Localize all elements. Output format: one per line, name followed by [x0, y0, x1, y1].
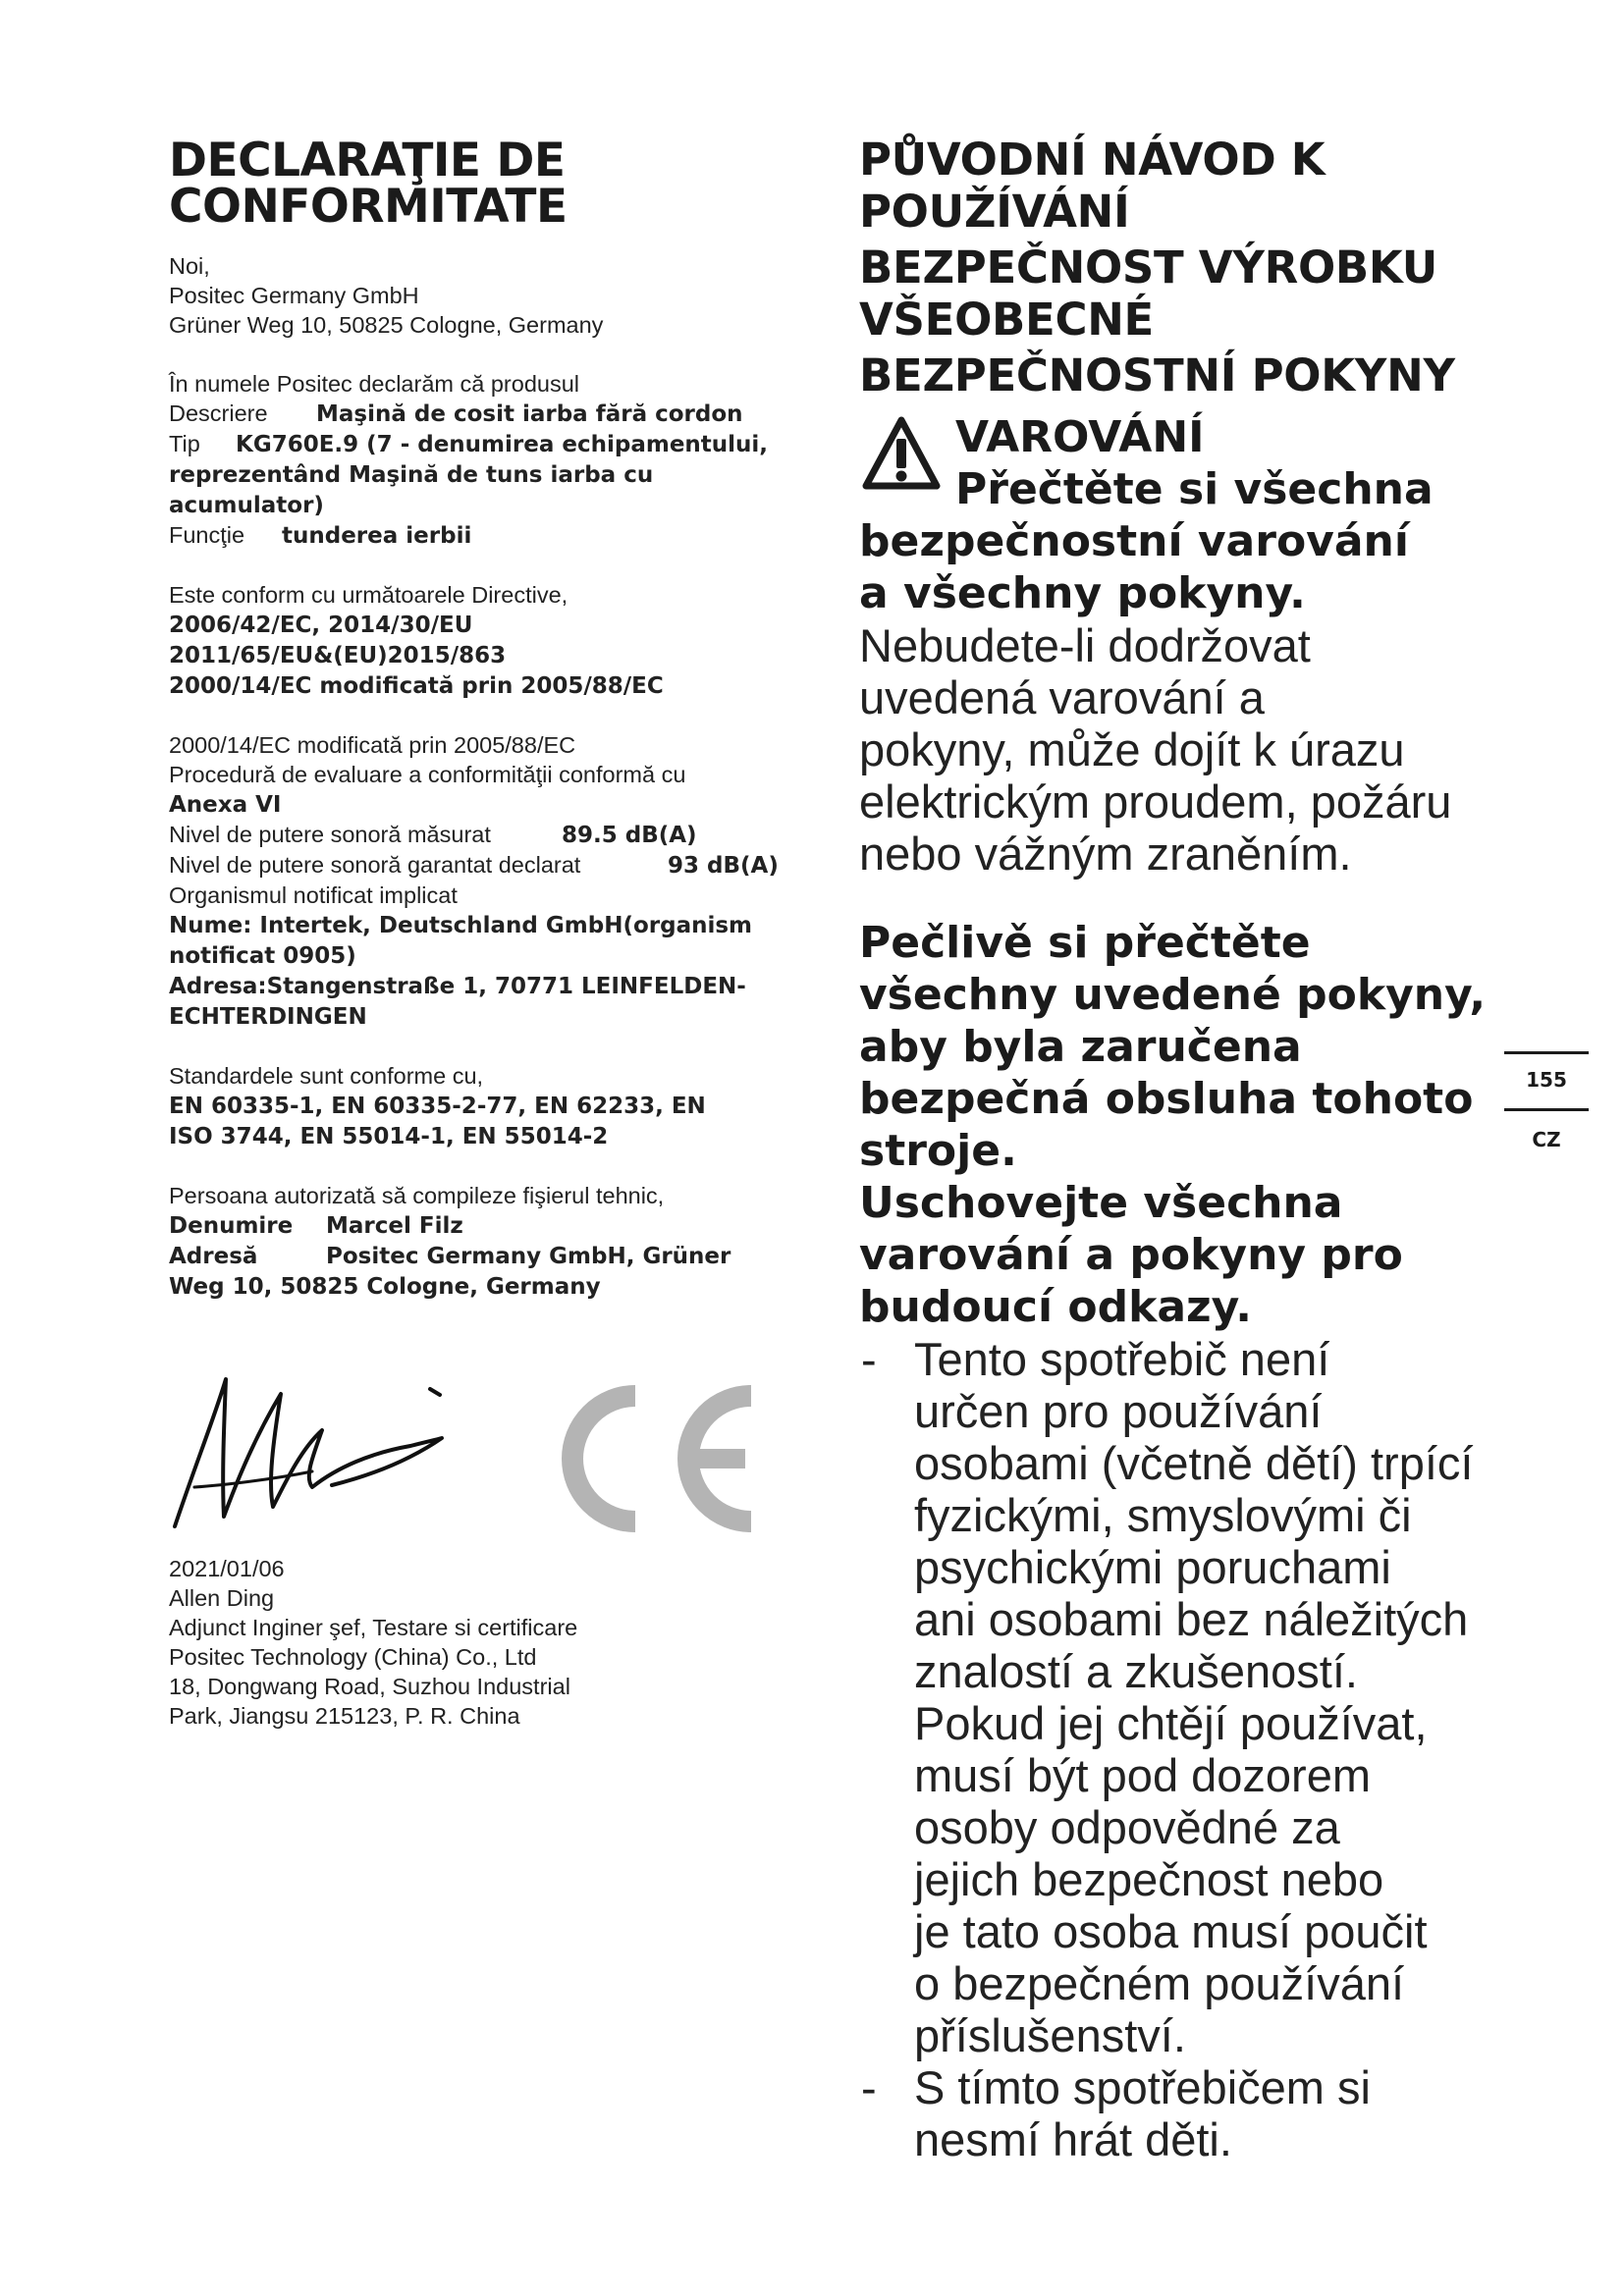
- bullet-line: musí být pod dozorem: [914, 1749, 1371, 1801]
- warning-triangle-icon: [861, 415, 942, 492]
- product-type: [169, 429, 817, 459]
- signoff-block: [169, 1554, 817, 1731]
- tab-rule-top: [1504, 1051, 1589, 1054]
- type-value-cont: acumulator): [169, 493, 324, 518]
- notified-body: Organismul notificat implicat: [169, 882, 458, 908]
- keep-line: bezpečná obsluha tohoto: [859, 1074, 1474, 1124]
- declaration-title-line: DECLARAŢIE DE: [169, 133, 566, 187]
- desc-label: Descriere: [169, 400, 268, 426]
- product-description: [169, 399, 817, 429]
- product-type-cont: [169, 459, 817, 490]
- intro-line: Noi,: [169, 253, 210, 279]
- file-name-label: Denumire: [169, 1213, 294, 1239]
- declaration-title: [169, 133, 817, 234]
- file-address-value: Positec Germany GmbH, Grüner: [326, 1244, 731, 1269]
- standards-line: [169, 1121, 817, 1151]
- bullet-item: [859, 2061, 1527, 2165]
- keep-line: stroje.: [859, 1126, 1017, 1176]
- signoff-role: Adjunct Inginer şef, Testare si certificare: [169, 1615, 578, 1640]
- bullet-line: S tímto spotřebičem si: [914, 2061, 1371, 2113]
- product-lead: În numele Positec declarăm că produsul: [169, 371, 579, 397]
- product-function: [169, 520, 817, 551]
- standards-text: EN 60335-1, EN 60335-2-77, EN 62233, EN: [169, 1094, 706, 1119]
- heading-line: BEZPEČNOSTNÍ POKYNY: [859, 349, 1455, 401]
- annex: Anexa VI: [169, 792, 282, 818]
- type-value: KG760E.9 (7 - denumirea echipamentului,: [236, 432, 769, 457]
- warning-bold-line: a všechny pokyny.: [859, 568, 1306, 618]
- keep-line: Pečlivě si přečtěte: [859, 918, 1311, 968]
- bullet-item: [859, 1333, 1527, 2061]
- bullet-line: psychickými poruchami: [914, 1541, 1391, 1593]
- file-address: [169, 1271, 817, 1302]
- bullet-line: je tato osoba musí poučit: [914, 1905, 1428, 1957]
- heading-line: VŠEOBECNÉ: [859, 294, 1154, 346]
- noise-line: 2000/14/EC modificată prin 2005/88/EC: [169, 732, 576, 758]
- notified-address-text: Adresa:Stangenstraße 1, 70771 LEINFELDEN-: [169, 974, 746, 999]
- bullet-line: osobami (včetně dětí) trpící: [914, 1437, 1474, 1489]
- directive: 2011/65/EU&(EU)2015/863: [169, 643, 507, 668]
- heading-line: POUŽÍVÁNÍ: [859, 186, 1130, 238]
- keep-line: varování a pokyny pro: [859, 1230, 1403, 1280]
- notified-name: [169, 940, 817, 971]
- warning-bold-line: Přečtěte si všechna: [955, 464, 1434, 514]
- bullet-line: ani osobami bez náležitých: [914, 1593, 1469, 1645]
- guaranteed-value: 93 dB(A): [668, 853, 779, 879]
- file-address-value: Weg 10, 50825 Cologne, Germany: [169, 1274, 601, 1300]
- bullet-text: [914, 2061, 1371, 2165]
- bullet-line: znalostí a zkušeností.: [914, 1645, 1358, 1697]
- bullet-line: Pokud jej chtějí používat,: [914, 1697, 1428, 1749]
- intro-line: Positec Germany GmbH: [169, 283, 419, 308]
- noise-line: Procedură de evaluare a conformităţii conformă cu: [169, 762, 686, 787]
- bullet-line: příslušenství.: [914, 2009, 1186, 2061]
- bullet-line: o bezpečném používání: [914, 1957, 1405, 2009]
- keep-line: budoucí odkazy.: [859, 1282, 1252, 1332]
- measured-value: 89.5 dB(A): [562, 823, 697, 848]
- keep-line: Uschovejte všechna: [859, 1178, 1343, 1228]
- product-type-cont: [169, 490, 817, 520]
- keep-line: aby byla zaručena: [859, 1022, 1302, 1072]
- bullet-dash: -: [861, 2061, 877, 2113]
- file-name: [169, 1210, 817, 1241]
- signoff-company: Positec Technology (China) Co., Ltd: [169, 1644, 537, 1670]
- file-address-label: Adresă: [169, 1244, 258, 1269]
- directive-line: [169, 670, 817, 701]
- page-number: 155: [1526, 1068, 1567, 1092]
- warning-text-line: nebo vážným zraněním.: [859, 828, 1352, 880]
- signature: [165, 1369, 499, 1536]
- measured-level: [169, 820, 817, 850]
- heading-line: PŮVODNÍ NÁVOD K: [859, 133, 1326, 186]
- notified-name-text: Nume: Intertek, Deutschland GmbH(organism: [169, 913, 753, 938]
- warning-block: [859, 411, 1527, 880]
- bullet-line: fyzickými, smyslovými či: [914, 1489, 1412, 1541]
- warning-text-line: elektrickým proudem, požáru: [859, 775, 1452, 828]
- annex-line: [169, 789, 817, 820]
- standards-lead: Standardele sunt conforme cu,: [169, 1063, 484, 1089]
- bullet-line: jejich bezpečnost nebo: [914, 1853, 1384, 1905]
- bullet-line: určen pro používání: [914, 1385, 1323, 1437]
- bullet-line: nesmí hrát děti.: [914, 2113, 1232, 2165]
- warning-text-line: uvedená varování a: [859, 671, 1265, 723]
- measured-label: Nivel de putere sonoră măsurat: [169, 822, 491, 847]
- declaration-column: [169, 133, 817, 1302]
- directives-lead: Este conform cu următoarele Directive,: [169, 582, 568, 608]
- func-value: tunderea ierbii: [282, 523, 472, 549]
- notified-name: [169, 910, 817, 940]
- type-label: Tip: [169, 431, 200, 456]
- intro-line: Grüner Weg 10, 50825 Cologne, Germany: [169, 312, 604, 338]
- guaranteed-label: Nivel de putere sonoră garantat declarat: [169, 852, 581, 878]
- keep-line: všechny uvedené pokyny,: [859, 970, 1487, 1020]
- notified-address-text: ECHTERDINGEN: [169, 1004, 367, 1030]
- signoff-address: Park, Jiangsu 215123, P. R. China: [169, 1703, 520, 1729]
- standards-text: ISO 3744, EN 55014-1, EN 55014-2: [169, 1124, 609, 1149]
- desc-value: Maşină de cosit iarba fără cordon: [316, 401, 743, 427]
- bullet-line: osoby odpovědné za: [914, 1801, 1340, 1853]
- file-lead: Persoana autorizată să compileze fişierul tehnic,: [169, 1183, 665, 1208]
- warning-bold-line: bezpečnostní varování: [859, 516, 1409, 566]
- directive: 2006/42/EC, 2014/30/EU: [169, 613, 473, 638]
- warning-title: VAROVÁNÍ: [955, 412, 1205, 462]
- directive-line: [169, 610, 817, 640]
- declaration-title-line: CONFORMITATE: [169, 180, 568, 234]
- func-label: Funcţie: [169, 522, 245, 548]
- bullet-text: [914, 1333, 1473, 2061]
- directive-line: [169, 640, 817, 670]
- standards-line: [169, 1091, 817, 1121]
- file-name-value: Marcel Filz: [326, 1213, 463, 1239]
- file-address: [169, 1241, 817, 1271]
- type-value-cont: reprezentând Maşină de tuns iarba cu: [169, 462, 654, 488]
- section-heading: [859, 133, 1527, 401]
- heading-line: BEZPEČNOST VÝROBKU: [859, 241, 1437, 294]
- ce-mark: [545, 1384, 761, 1533]
- tab-rule-bottom: [1504, 1108, 1589, 1111]
- instructions-column: [859, 133, 1527, 2165]
- notified-address: [169, 971, 817, 1001]
- signoff-name: Allen Ding: [169, 1585, 275, 1611]
- signoff-address: 18, Dongwang Road, Suzhou Industrial: [169, 1674, 570, 1699]
- notified-address: [169, 1001, 817, 1032]
- signoff-date: 2021/01/06: [169, 1556, 285, 1581]
- guaranteed-level: [169, 850, 817, 881]
- bullet-dash: -: [861, 1333, 877, 1385]
- warning-text-line: pokyny, může dojít k úrazu: [859, 723, 1405, 775]
- directive: 2000/14/EC modificată prin 2005/88/EC: [169, 673, 664, 699]
- notified-name-text: notificat 0905): [169, 943, 356, 969]
- keep-instructions: [859, 917, 1527, 1333]
- warning-text-line: Nebudete-li dodržovat: [859, 619, 1311, 671]
- bullet-line: Tento spotřebič není: [914, 1333, 1330, 1385]
- language-tab: CZ: [1532, 1128, 1561, 1151]
